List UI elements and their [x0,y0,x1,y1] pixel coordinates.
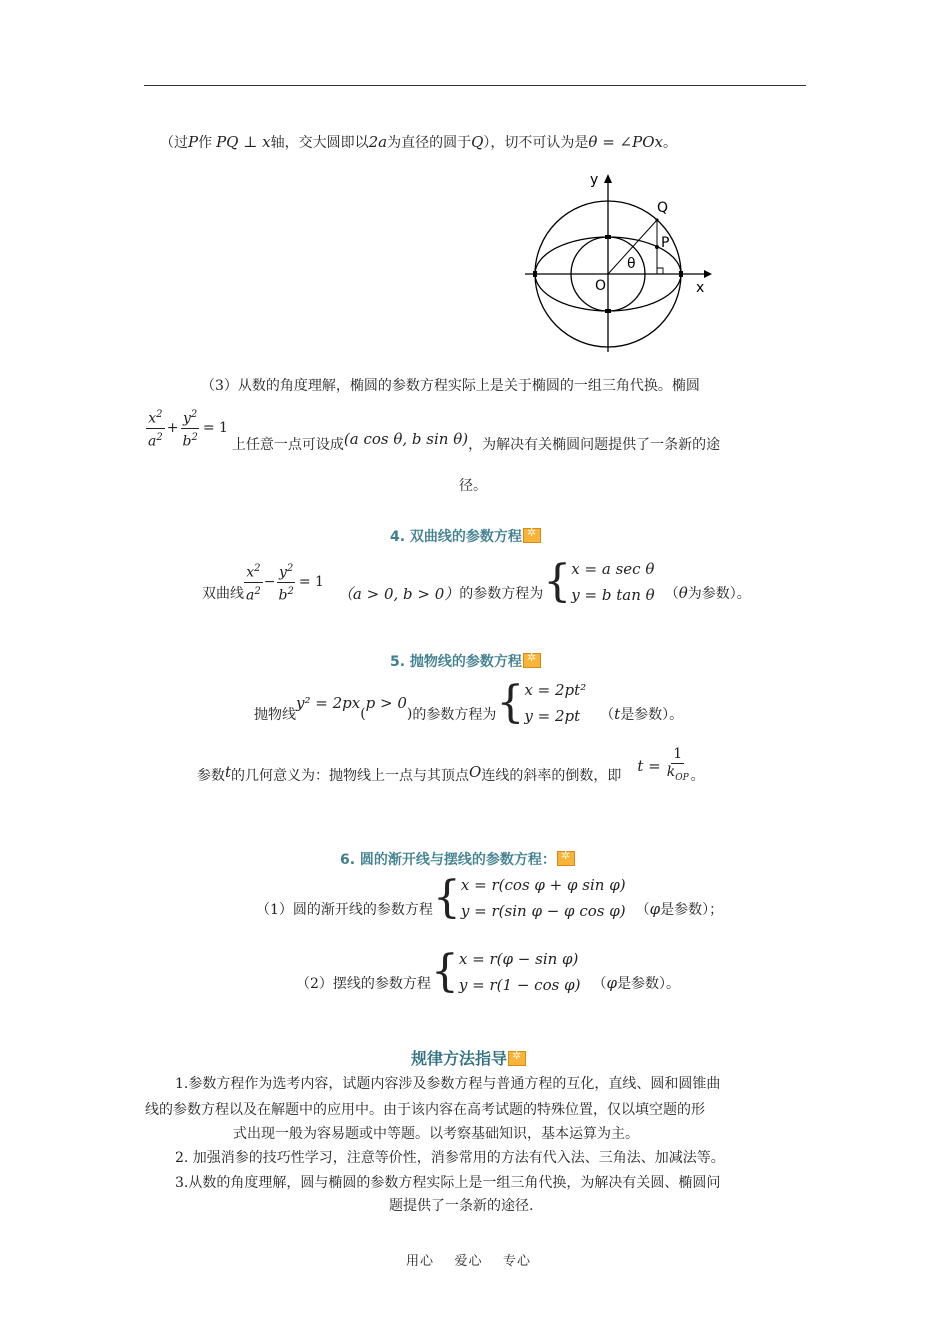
cycloid-system: { x = r(φ − sin φ) y = r(1 − cos φ) [430,946,581,997]
text: 作 [198,135,213,151]
top-rule [144,85,806,86]
section6-heading [340,849,575,869]
section4-heading-text: 4. 双曲线的参数方程 [390,529,522,545]
math-parabola: y² = 2px [296,694,361,712]
section6-item1 [256,872,723,924]
section6-heading-text: 6. 圆的渐开线与摆线的参数方程： [340,852,556,868]
text: （1）圆的渐开线的参数方程 [256,902,433,918]
hyperbola-system: { x = a sec θ y = b tan θ [543,556,655,607]
section4-heading [390,526,541,546]
row2: y = r(sin φ − φ cos φ) [460,902,626,920]
vertex-mark-left [533,271,537,277]
text: 。 [690,768,705,785]
fraction-1-over-kop: $\frac{1}{k_{OP}}$ [666,746,689,783]
row2: y = 2pt [524,707,581,725]
fraction-y2-b2: $\frac{y^2}{b^2}$ [276,560,295,604]
row2: y = b tan θ [571,586,655,604]
fraction-x2-a2: $\frac{x^2}{a^2}$ [244,560,263,604]
math-q: Q [471,133,484,151]
text: （过 [160,135,188,151]
vertex-mark-bottom [605,309,611,313]
section5-line [254,677,683,729]
note-icon [523,653,541,668]
math-theta: θ [678,584,688,602]
vertex-mark-right [679,271,683,277]
math-phi: φ [606,974,617,992]
ellipse-circle-figure [520,168,720,358]
section3-ellipse-line: $\frac{x^2}{a^2}$ + $\frac{y^2}{b^2}$ = 1 上任意一点可设成 (a cos θ, b sin θ) ，为解决有关椭圆问题提供了一条新的途 [146,402,720,454]
text: ），切不可认为是 [483,135,589,151]
page-footer: 用心 爱心 专心 [406,1254,532,1269]
text: 为直径的圆于 [387,135,472,151]
parabola-system: { x = 2pt² y = 2pt [496,677,587,728]
row2: y = r(1 − cos φ) [458,976,581,994]
text: 的参数方程为 [412,707,497,723]
section4-line: 双曲线 $\frac{x^2}{a^2}$ − $\frac{y^2}{b^2}$ = 1 （a > 0, b > 0） 的参数方程为 { x = a sec θ y = b tan θ （ θ 为参数）。 [202,556,751,607]
x-arrow [704,270,712,278]
q-label: Q [657,200,669,216]
section3-last: 径。 [459,478,487,494]
section5-heading-text: 5. 抛物线的参数方程 [390,654,522,670]
text: （ [635,902,650,918]
section6-item2 [296,946,680,998]
text: （ [600,707,615,723]
guide-p1-line3: 式出现一般为容易题或中等题。以考察基础知识，基本运算为主。 [233,1126,639,1142]
text: 为参数）。 [687,586,751,602]
fraction-y2-b2: $\frac{y^2}{b^2}$ [180,406,199,450]
right-angle-mark [657,268,663,274]
text: 是参数）。 [616,976,680,992]
text: 连线的斜率的倒数，即 [481,768,622,785]
text: 是参数）。 [620,707,684,723]
guide-p1-line1: 1.参数方程作为选考内容，试题内容涉及参数方程与普通方程的互化，直线、圆和圆锥曲 [175,1076,721,1092]
guide-p3-line1: 3.从数的角度理解，圆与椭圆的参数方程实际上是一组三角代换，为解决有关圆、椭圆问 [175,1175,721,1191]
eq-rhs: = 1 [298,574,324,590]
math-t: t [225,763,232,782]
section3-intro: （3）从数的角度理解，椭圆的参数方程实际上是关于椭圆的一组三角代换。椭圆 [201,378,700,394]
text: 的参数方程为 [459,586,544,602]
eq-rhs: = 1 [202,420,228,436]
point-q [655,218,658,221]
math-2a: 2a [368,133,388,151]
math-condition: （a > 0, b > 0） [337,584,460,603]
section5-heading [390,651,541,671]
y-arrow [604,174,612,183]
involute-system: { x = r(cos φ + φ sin φ) y = r(sin φ − φ cos φ) [432,872,626,923]
fraction-x2-a2: $\frac{x^2}{a^2}$ [146,406,165,450]
text: （ [592,976,607,992]
math-t: t [614,705,621,723]
vertex-mark-top [605,235,611,239]
text: 双曲线 [202,586,244,602]
math-param: (a cos θ, b sin θ) [343,430,469,448]
row1: x = a sec θ [571,560,655,578]
text: 上任意一点可设成 [231,437,344,453]
note-icon [523,528,541,543]
theta-label: θ [627,256,636,272]
text: 抛物线 [254,707,296,723]
text: （ [664,586,679,602]
row1: x = r(φ − sin φ) [458,950,579,968]
point-p [655,245,659,249]
guide-p3-line2: 题提供了一条新的途径. [389,1198,534,1214]
text: 是参数）； [660,902,724,918]
math-p: P [188,133,199,151]
guide-p1-line2: 线的参数方程以及在解题中的应用中。由于该内容在高考试题的特殊位置，仅以填空题的形 [145,1102,705,1118]
origin-label: O [595,278,607,294]
text: （2）摆线的参数方程 [296,976,431,992]
text: ) [406,706,413,722]
math-condition: p > 0 [365,694,407,712]
text: ，为解决有关椭圆问题提供了一条新的途 [468,437,721,453]
math-phi: φ [649,900,661,918]
text: 参数 [197,768,225,785]
text: 。 [662,135,677,151]
math-t-eq: t = [637,757,661,776]
math-o: O [469,763,482,782]
section5-meaning [197,746,705,787]
text: 的几何意义为：抛物线上一点与其顶点 [231,768,470,785]
math-pq-perp-x: PQ ⊥ x [216,133,271,151]
row1: x = 2pt² [524,681,587,699]
line-pq-perpendicular [160,132,677,153]
guide-p2: 2. 加强消参的技巧性学习，注意等价性，消参常用的方法有代入法、三角法、加减法等。 [175,1150,725,1166]
row1: x = r(cos φ + φ sin φ) [460,876,626,894]
x-axis-label: x [696,280,705,296]
p-label: P [661,235,670,251]
note-icon [508,1051,526,1066]
guide-heading-text: 规律方法指导 [411,1049,508,1068]
note-icon [557,851,575,866]
y-axis-label: y [590,172,599,188]
text: ( [360,706,366,722]
text: 轴，交大圆即以 [270,135,369,151]
math-theta-eq: θ = ∠POx [588,133,663,151]
guide-heading [411,1046,526,1069]
